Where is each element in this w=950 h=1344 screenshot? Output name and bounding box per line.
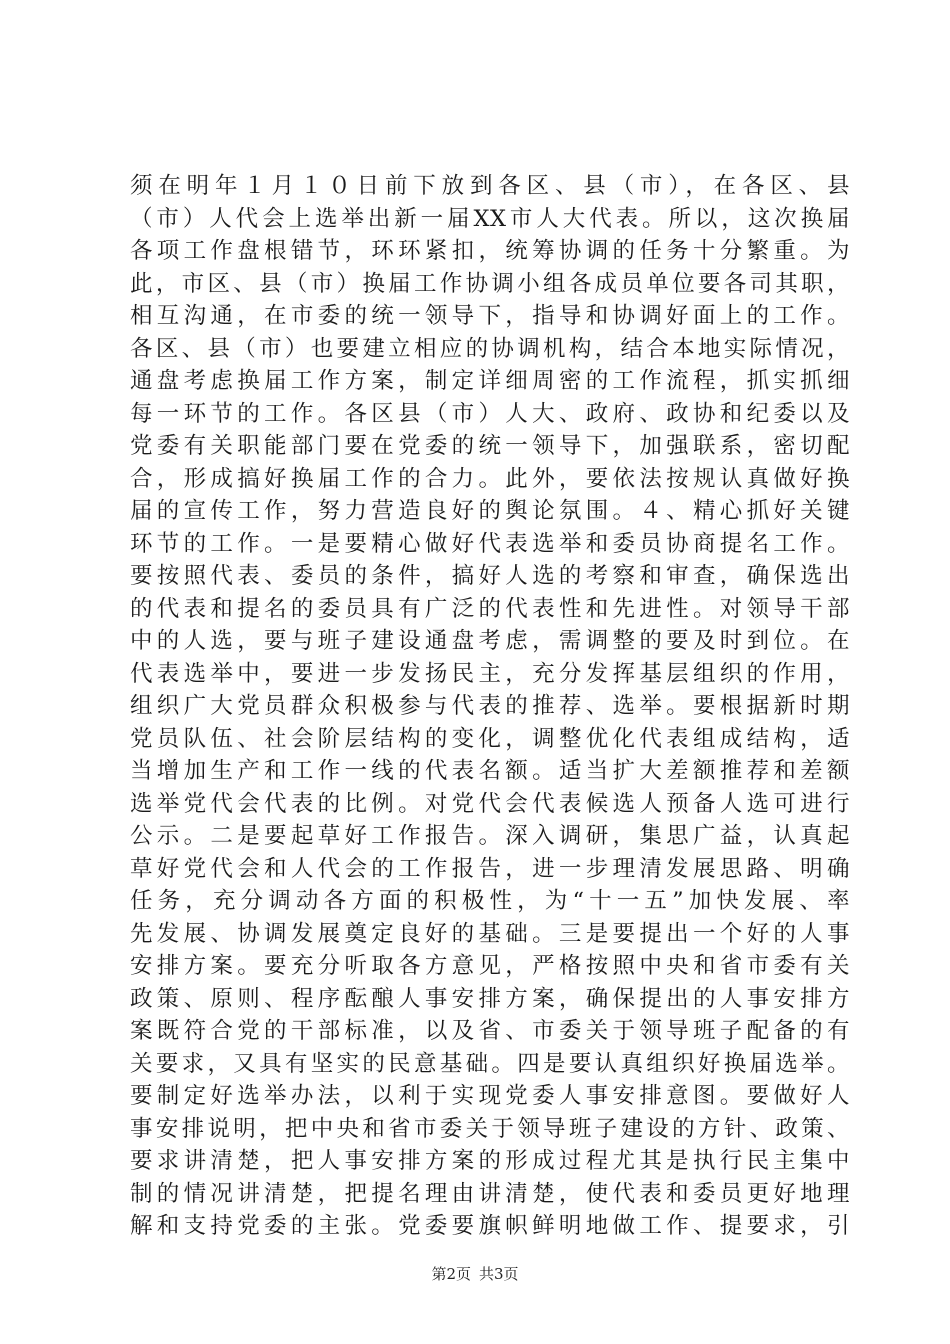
text-line: 此，市区、县（市）换届工作协调小组各成员单位要各司其职， — [130, 270, 850, 297]
text-line: （市）人代会上选举出新一届XX市人大代表。所以，这次换届 — [130, 205, 850, 232]
page-total: 共3页 — [479, 1265, 519, 1283]
text-line: 环节的工作。一是要精心做好代表选举和委员协商提名工作。 — [130, 530, 850, 557]
text-line: 选举党代会代表的比例。对党代会代表候选人预备人选可进行 — [130, 790, 850, 817]
text-line: 事安排说明，把中央和省市委关于领导班子建设的方针、政策、 — [130, 1115, 850, 1142]
text-line: 中的人选，要与班子建设通盘考虑，需调整的要及时到位。在 — [130, 628, 850, 654]
text-line: 党员队伍、社会阶层结构的变化，调整优化代表组成结构，适 — [130, 725, 850, 752]
text-line: 要制定好选举办法，以利于实现党委人事安排意图。要做好人 — [130, 1083, 850, 1109]
text-line: 安排方案。要充分听取各方意见，严格按照中央和省市委有关 — [130, 953, 850, 979]
text-line: 制的情况讲清楚，把提名理由讲清楚，使代表和委员更好地理 — [130, 1180, 850, 1207]
text-line: 合，形成搞好换届工作的合力。此外，要依法按规认真做好换 — [130, 465, 850, 492]
text-line: 当增加生产和工作一线的代表名额。适当扩大差额推荐和差额 — [130, 758, 850, 784]
text-line: 要按照代表、委员的条件，搞好人选的考察和审查，确保选出 — [130, 563, 850, 589]
body-text — [130, 170, 850, 1243]
text-line: 须在明年１月１０日前下放到各区、县（市），在各区、县 — [130, 173, 850, 199]
text-line: 公示。二是要起草好工作报告。深入调研，集思广益，认真起 — [130, 823, 850, 849]
text-line: 解和支持党委的主张。党委要旗帜鲜明地做工作、提要求，引 — [130, 1213, 850, 1239]
text-line: 每一环节的工作。各区县（市）人大、政府、政协和纪委以及 — [130, 400, 850, 427]
page-footer — [0, 1264, 950, 1284]
text-line: 党委有关职能部门要在党委的统一领导下，加强联系，密切配 — [130, 433, 850, 459]
text-line: 各区、县（市）也要建立相应的协调机构，结合本地实际情况， — [130, 335, 850, 362]
text-line: 组织广大党员群众积极参与代表的推荐、选举。要根据新时期 — [130, 693, 850, 719]
text-line: 各项工作盘根错节，环环紧扣，统筹协调的任务十分繁重。为 — [130, 238, 850, 264]
text-line: 代表选举中，要进一步发扬民主，充分发挥基层组织的作用， — [130, 660, 850, 687]
text-line: 通盘考虑换届工作方案，制定详细周密的工作流程，抓实抓细 — [130, 368, 850, 394]
text-line: 关要求，又具有坚实的民意基础。四是要认真组织好换届选举。 — [130, 1050, 850, 1077]
text-line: 要求讲清楚，把人事安排方案的形成过程尤其是执行民主集中 — [130, 1148, 850, 1174]
text-line: 届的宣传工作，努力营造良好的舆论氛围。４、精心抓好关键 — [130, 498, 850, 524]
text-line: 案既符合党的干部标准，以及省、市委关于领导班子配备的有 — [130, 1018, 850, 1044]
text-line: 草好党代会和人代会的工作报告，进一步理清发展思路、明确 — [130, 855, 850, 882]
text-line: 政策、原则、程序酝酿人事安排方案，确保提出的人事安排方 — [130, 985, 850, 1012]
text-line: 任务，充分调动各方面的积极性，为“十一五”加快发展、率 — [130, 888, 850, 914]
text-line: 先发展、协调发展奠定良好的基础。三是要提出一个好的人事 — [130, 920, 850, 947]
page-number: 第2页 — [431, 1265, 471, 1283]
text-line: 相互沟通，在市委的统一领导下，指导和协调好面上的工作。 — [130, 303, 850, 329]
text-line: 的代表和提名的委员具有广泛的代表性和先进性。对领导干部 — [130, 595, 850, 622]
